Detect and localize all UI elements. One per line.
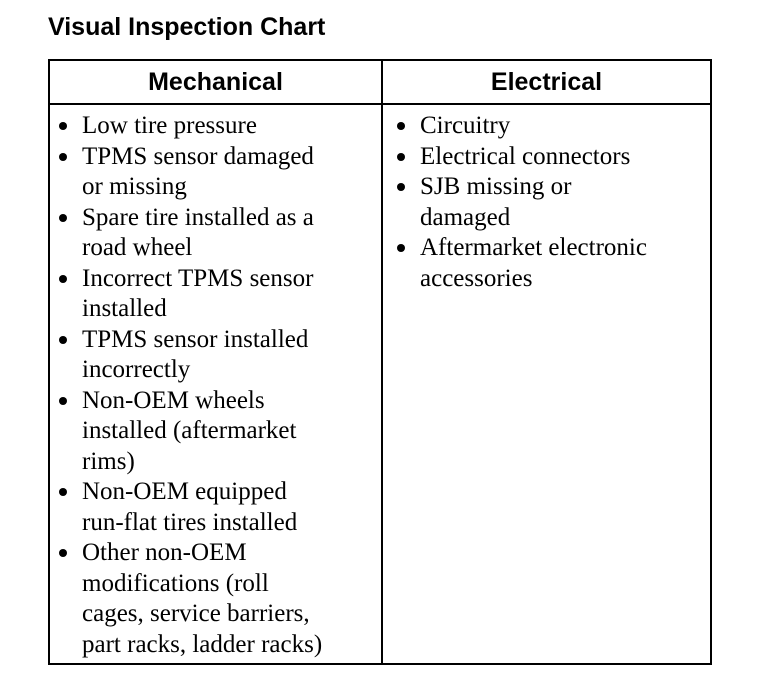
item-line: TPMS sensor damaged [82, 142, 314, 170]
item-line: Other non-OEM [82, 539, 247, 566]
list-item [394, 172, 704, 233]
mechanical-header: Mechanical [148, 68, 283, 96]
list-item [394, 233, 704, 294]
header-rule [50, 103, 710, 105]
item-line: installed [82, 295, 167, 322]
mechanical-column [56, 111, 378, 660]
electrical-column [394, 111, 704, 294]
list-item [56, 538, 378, 660]
electrical-list [394, 111, 704, 294]
item-line: TPMS sensor installed [82, 325, 309, 353]
electrical-header: Electrical [490, 68, 603, 96]
item-line: Non-OEM equipped [82, 478, 287, 505]
bullet-icon [397, 122, 405, 130]
item-line: road wheel [82, 234, 193, 261]
item-line: Aftermarket electronic [420, 234, 647, 261]
item-line: Spare tire installed as a [82, 203, 314, 231]
list-item [56, 111, 378, 142]
bullet-icon [397, 153, 405, 161]
item-line: SJB missing or [420, 173, 572, 200]
list-item [56, 325, 378, 386]
item-line: Electrical connectors [420, 142, 631, 170]
list-item [56, 477, 378, 538]
item-line: or missing [82, 173, 187, 200]
item-line: Incorrect TPMS sensor [82, 264, 314, 292]
item-line: accessories [420, 264, 533, 292]
column-divider [381, 61, 383, 663]
bullet-icon [397, 244, 405, 252]
list-item [56, 264, 378, 325]
list-item [56, 142, 378, 203]
list-item [56, 386, 378, 478]
bullet-icon [59, 549, 67, 557]
mechanical-list [56, 111, 378, 660]
item-line: damaged [420, 203, 511, 231]
list-item [56, 203, 378, 264]
item-line: Non-OEM wheels [82, 386, 265, 414]
bullet-icon [59, 336, 67, 344]
item-line: installed (aftermarket [82, 417, 297, 444]
item-line: incorrectly [82, 356, 191, 383]
bullet-icon [59, 214, 67, 222]
inspection-table [48, 59, 712, 665]
item-line: Circuitry [420, 112, 511, 139]
item-line: part racks, ladder racks) [82, 630, 323, 658]
bullet-icon [59, 397, 67, 405]
item-line: modifications (roll [82, 569, 269, 597]
item-line: Low tire pressure [82, 112, 257, 139]
item-line: run-flat tires installed [82, 508, 298, 536]
item-line: rims) [82, 447, 135, 475]
list-item [394, 111, 704, 142]
bullet-icon [59, 122, 67, 130]
bullet-icon [59, 488, 67, 496]
bullet-icon [59, 153, 67, 161]
bullet-icon [397, 183, 405, 191]
bullet-icon [59, 275, 67, 283]
list-item [394, 142, 704, 173]
item-line: cages, service barriers, [82, 600, 310, 627]
chart-title: Visual Inspection Chart [48, 13, 326, 41]
